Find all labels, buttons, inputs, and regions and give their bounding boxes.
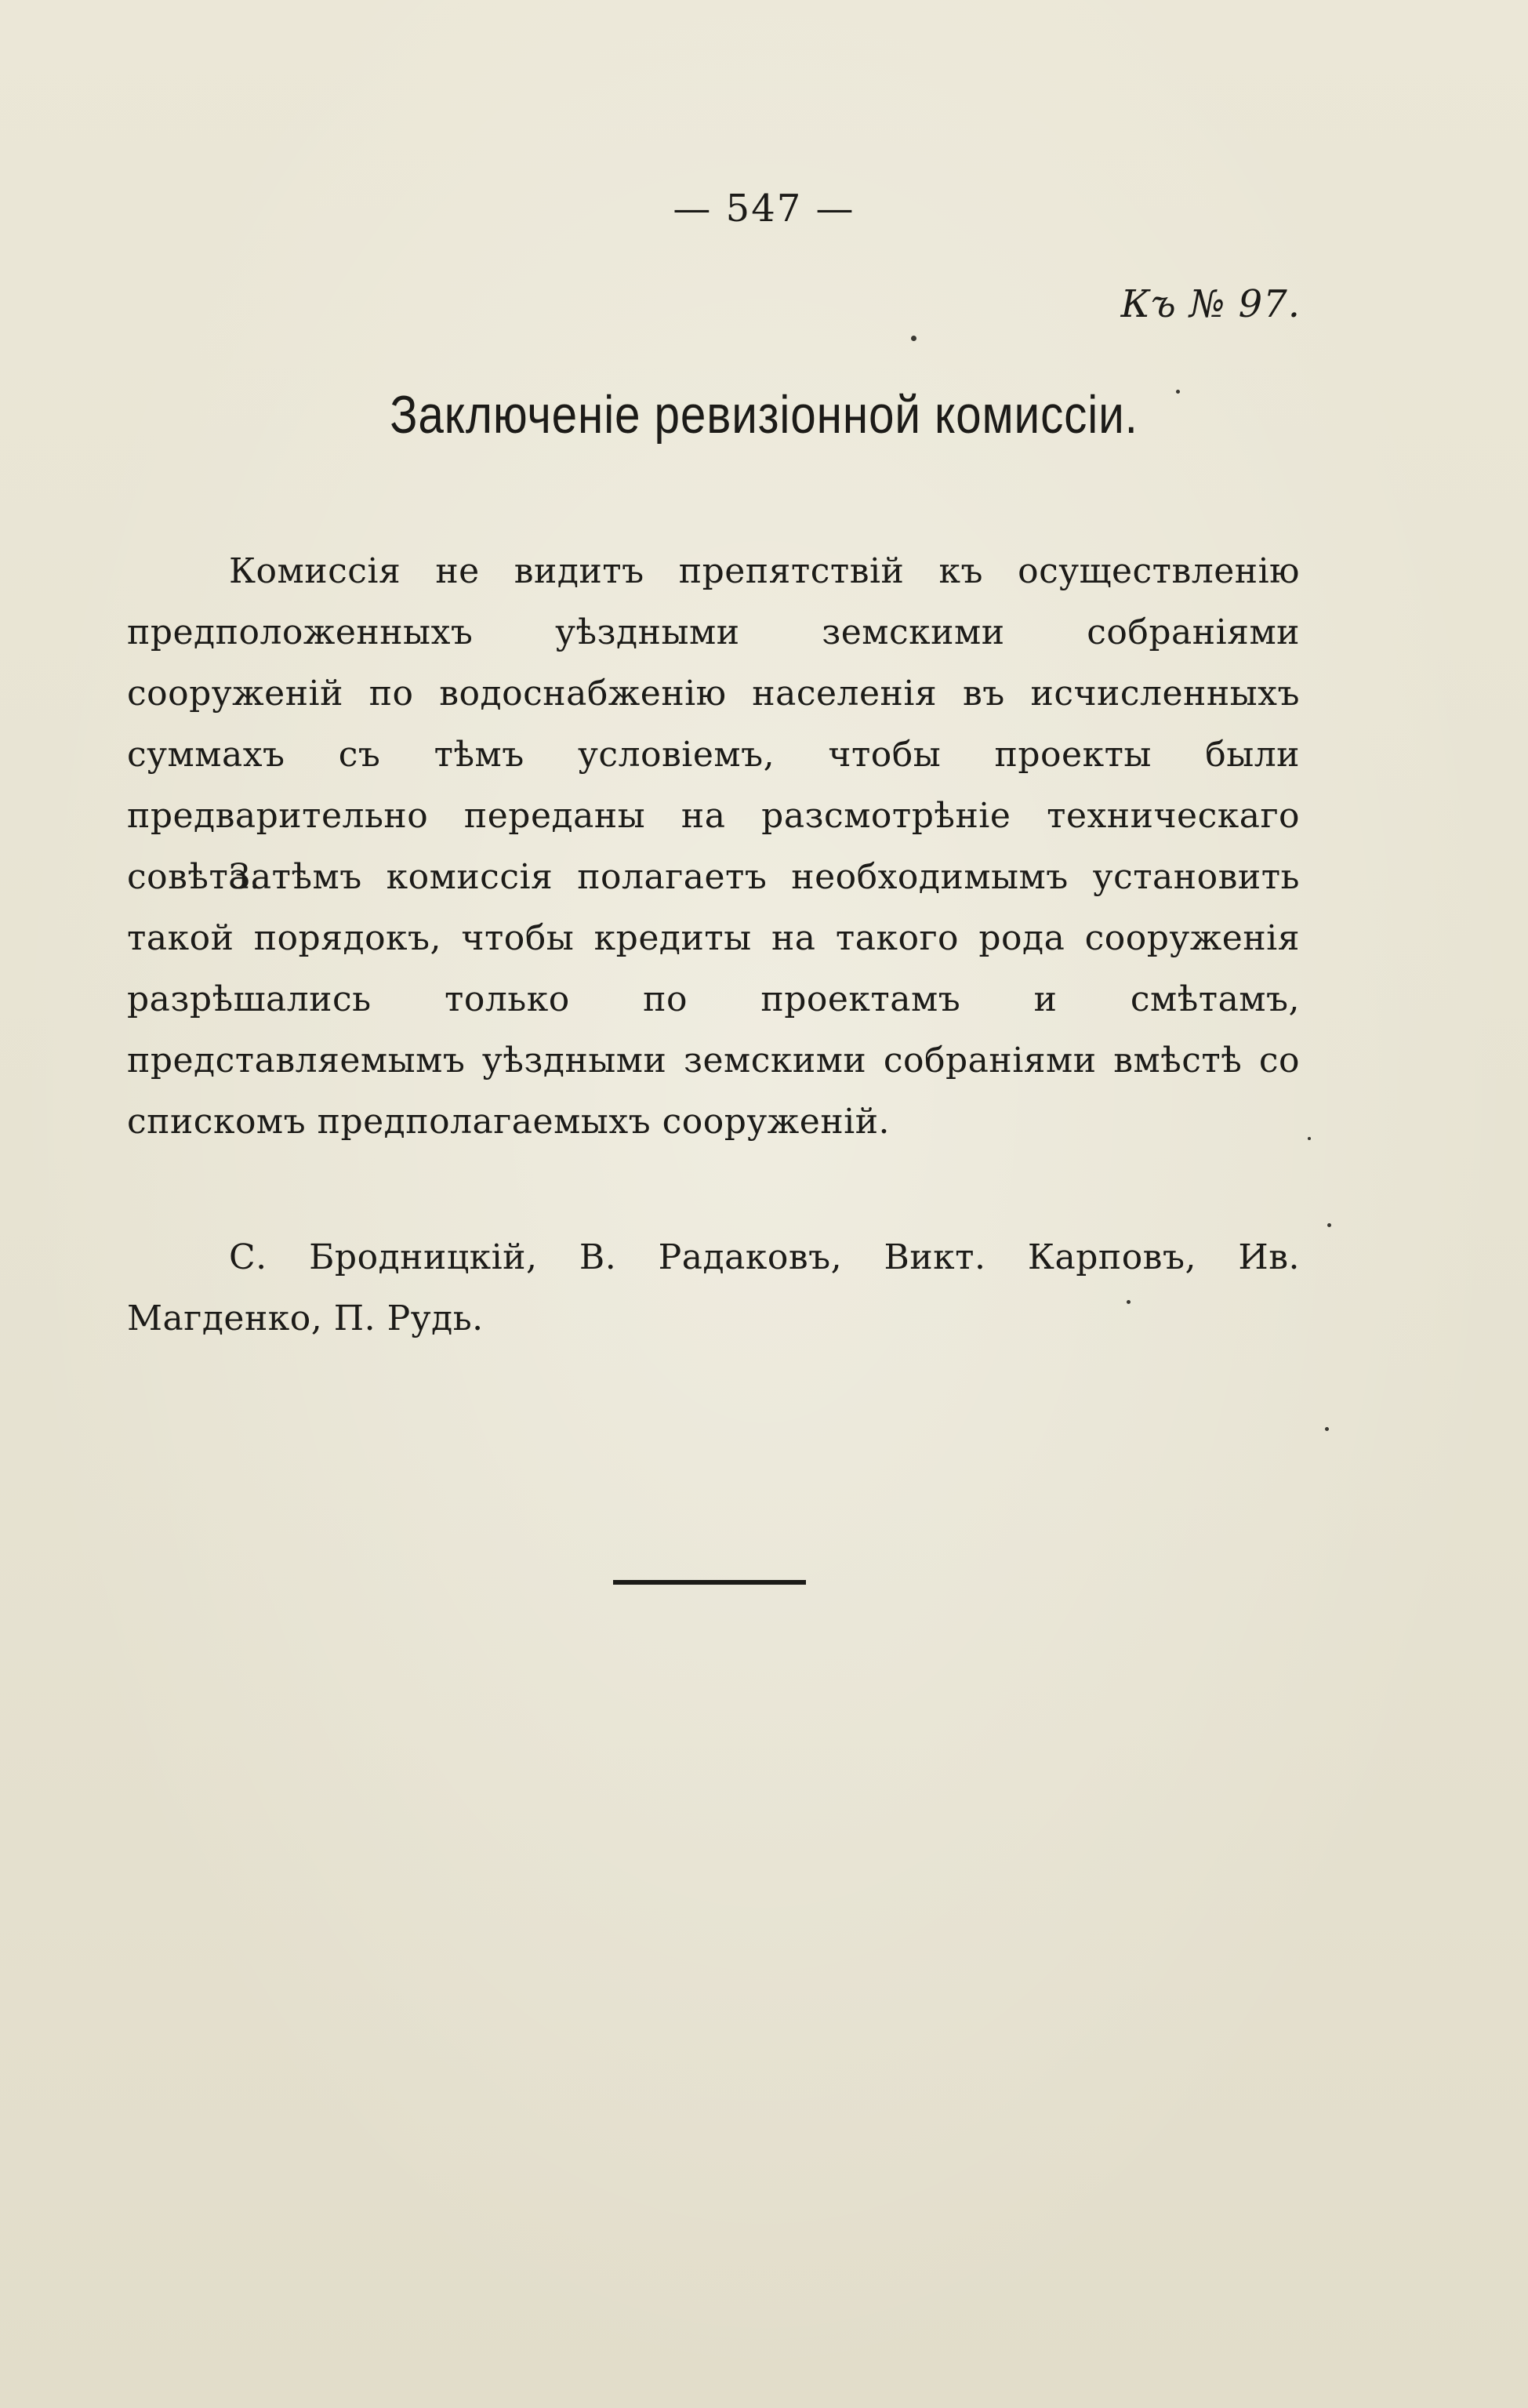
signatures-block [127,1227,1300,1349]
paragraph-2 [127,847,1300,1153]
paragraph-text: Комиссія не видитъ препятствій къ осуществленію предположенныхъ уѣздными земскими собраніями сооруженій по водоснабженію населенія въ исчисленныхъ суммахъ съ тѣмъ условіемъ, чтобы проекты были предварительно переданы на разсмотрѣніе техническаго совѣта. [127,551,1300,897]
paragraph-text: Затѣмъ комиссія полагаетъ необходимымъ установить такой порядокъ, чтобы кредиты на такого рода сооруженія разрѣшались только по проектамъ и смѣтамъ, представляемымъ уѣздными земскими собраніями вмѣстѣ со спискомъ предполагаемыхъ сооруженій. [127,857,1300,1142]
ink-speck [911,336,916,341]
ink-speck [1327,1223,1331,1227]
ink-speck [1308,1137,1311,1140]
signatures-text: С. Бродницкій, В. Радаковъ, Викт. Карповъ, Ив. Магденко, П. Рудь. [127,1237,1300,1338]
document-title: Заключеніе ревизіонной комиссіи. [390,385,1138,445]
page-number: — 547 — [673,187,855,231]
ink-speck [1325,1427,1329,1431]
closing-divider-line [613,1580,806,1585]
reference-number: Къ № 97. [1120,282,1301,326]
